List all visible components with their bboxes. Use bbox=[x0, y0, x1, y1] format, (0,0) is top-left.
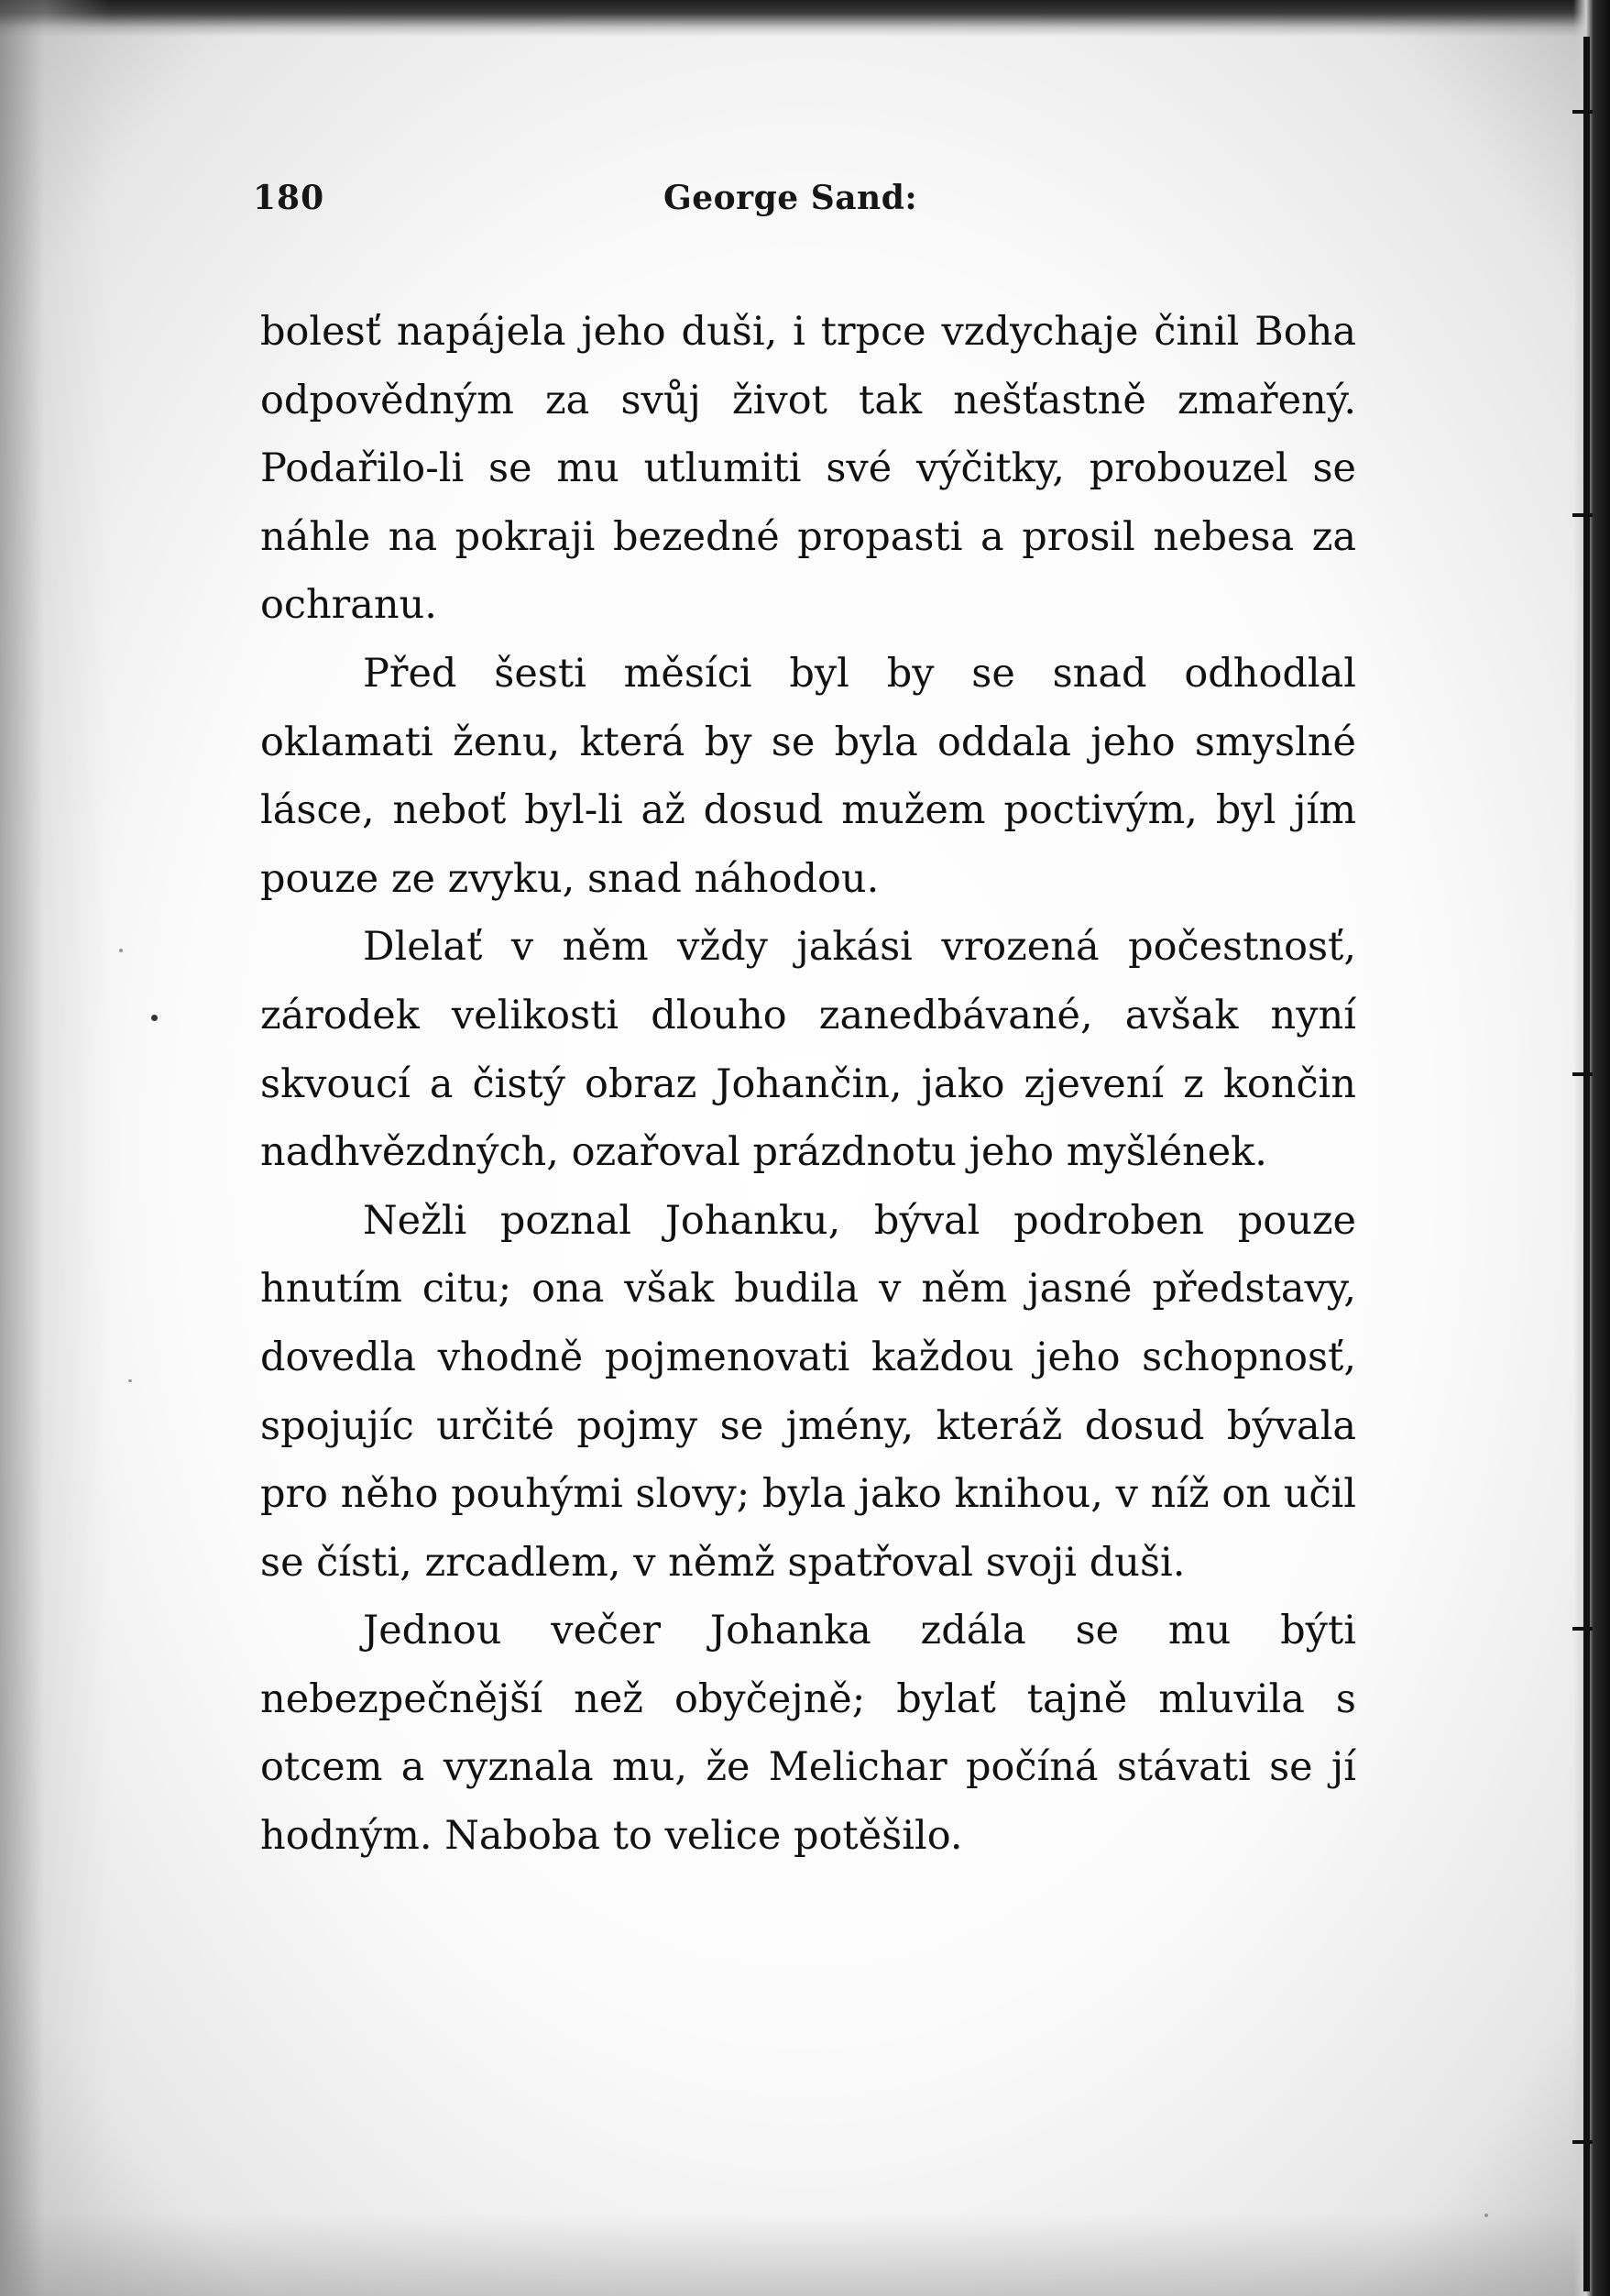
speck bbox=[128, 1379, 132, 1382]
paragraph-text: Dlelať v něm vždy jakási vrozená počestnosť, zárodek velikosti dlouho zanedbávané, avšak nyní skvoucí a čistý obraz Johančin, jako zjevení z končin nadhvězdných, ozařoval prázdnotu jeho myšlének. bbox=[260, 924, 1356, 1176]
paragraph bbox=[260, 913, 1356, 1186]
paragraph bbox=[260, 1597, 1356, 1870]
left-edge-shadow bbox=[0, 0, 110, 2296]
paragraph bbox=[260, 298, 1356, 640]
edge-tick bbox=[1572, 110, 1593, 114]
paragraph-text: Nežli poznal Johanku, býval podroben pouze hnutím citu; ona však budila v něm jasné představy, dovedla vhodně pojmenovati každou jeho schopnosť, spojujíc určité pojmy se jmény, kteráž dosud bývala pro něho pouhými slovy; byla jako knihou, v níž on učil se čísti, zrcadlem, v němž spatřoval svoji duši. bbox=[260, 1197, 1356, 1586]
right-edge-rule bbox=[1583, 37, 1590, 2291]
paragraph-text: Před šesti měsíci byl by se snad odhodlal oklamati ženu, která by se byla oddala jeho smyslné lásce, neboť byl-li až dosud mužem poctivým, byl jím pouze ze zvyku, snad náhodou. bbox=[260, 650, 1356, 902]
paragraph-text: bolesť napájela jeho duši, i trpce vzdychaje činil Boha odpovědným za svůj život tak nešťastně zmařený. Podařilo-li se mu utlumiti své výčitky, probouzel se náhle na pokraji bezedné propasti a prosil nebesa za ochranu. bbox=[260, 309, 1356, 629]
edge-tick bbox=[1572, 1627, 1593, 1631]
speck bbox=[1484, 2214, 1488, 2217]
paragraph bbox=[260, 1187, 1356, 1598]
paragraph-text: Jednou večer Johanka zdála se mu býti nebezpečnější než obyčejně; bylať tajně mluvila s otcem a vyznala mu, že Melichar počíná stávati se jí hodným. Naboba to velice potěšilo. bbox=[260, 1608, 1356, 1860]
speck bbox=[151, 1015, 158, 1021]
right-edge-binding bbox=[1573, 0, 1610, 2296]
page-number: 180 bbox=[253, 179, 325, 217]
edge-tick bbox=[1572, 1072, 1593, 1076]
running-title: George Sand: bbox=[663, 179, 918, 217]
edge-tick bbox=[1572, 513, 1593, 517]
page-header bbox=[253, 179, 1389, 234]
paragraph bbox=[260, 640, 1356, 913]
body-text bbox=[260, 298, 1356, 1871]
speck bbox=[119, 949, 123, 952]
top-edge-shadow bbox=[0, 0, 1610, 37]
bottom-edge-shadow bbox=[0, 2214, 1610, 2296]
edge-tick bbox=[1572, 2140, 1593, 2144]
